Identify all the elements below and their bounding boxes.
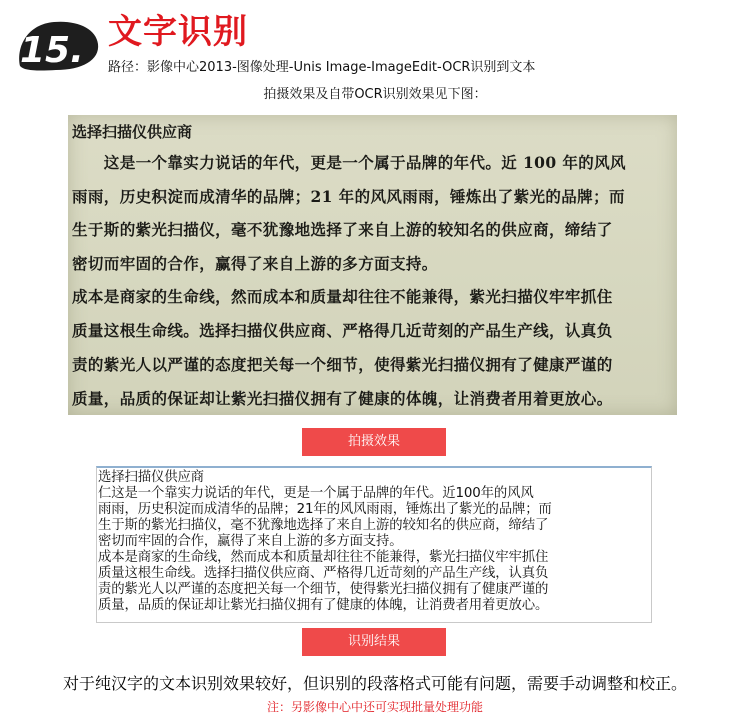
- photo-text-line: 成本是商家的生命线，然而成本和质量却往往不能兼得，紫光扫描仪牢牢抓住: [72, 287, 613, 306]
- step-number: 15.: [20, 30, 84, 71]
- section-title: 文字识别: [108, 12, 248, 52]
- step-badge-graphic: [10, 16, 102, 74]
- step-number-badge: [10, 16, 102, 74]
- photo-text-line: 责的紫光人以严谨的态度把关每一个细节，使得紫光扫描仪拥有了健康严谨的: [72, 355, 613, 374]
- photo-result-label: 拍摄效果: [302, 428, 446, 456]
- photo-text-line: 密切而牢固的合作，赢得了来自上游的多方面支持。: [72, 254, 438, 273]
- photo-heading: 选择扫描仪供应商: [72, 123, 193, 141]
- ocr-result-text: [96, 466, 652, 623]
- photo-text-line: 质量这根生命线。选择扫描仪供应商、严格得几近苛刻的产品生产线，认真负: [72, 321, 613, 340]
- ocr-text-line: 责的紫光人以严谨的态度把关每一个细节，使得紫光扫描仪拥有了健康严谨的: [98, 582, 549, 597]
- photo-text-line: 雨雨，历史积淀而成清华的品牌；21 年的风风雨雨，锤炼出了紫光的品牌；而: [72, 187, 625, 206]
- photo-text-line: 生于斯的紫光扫描仪，毫不犹豫地选择了来自上游的较知名的供应商，缔结了: [72, 220, 613, 239]
- conclusion-text: 对于纯汉字的文本识别效果较好，但识别的段落格式可能有问题，需要手动调整和校正。: [62, 674, 687, 693]
- ocr-text-line: 仁这是一个靠实力说话的年代，更是一个属于品牌的年代。近100年的风风: [98, 486, 534, 501]
- ocr-result-label: 识别结果: [302, 628, 446, 656]
- photo-text-line: 质量，品质的保证却让紫光扫描仪拥有了健康的体魄，让消费者用着更放心。: [72, 389, 613, 408]
- footnote: 注：另影像中心中还可实现批量处理功能: [266, 700, 483, 714]
- photo-text-line: 这是一个靠实力说话的年代，更是一个属于品牌的年代。近 100 年的风风: [72, 153, 626, 172]
- ocr-text-line: 质量这根生命线。选择扫描仪供应商、严格得几近苛刻的产品生产线，认真负: [98, 566, 549, 581]
- ocr-text-line: 选择扫描仪供应商: [98, 470, 204, 485]
- ocr-text-line: 密切而牢固的合作，赢得了来自上游的多方面支持。: [98, 534, 403, 549]
- ocr-text-line: 雨雨，历史积淀而成清华的品牌；21年的风风雨雨，锤炼出了紫光的品牌；而: [98, 502, 552, 517]
- ocr-text-line: 生于斯的紫光扫描仪，毫不犹豫地选择了来自上游的较知名的供应商，缔结了: [98, 518, 549, 533]
- intro-text: 拍摄效果及自带OCR识别效果见下图：: [263, 87, 487, 102]
- ocr-text-line: 质量，品质的保证却让紫光扫描仪拥有了健康的体魄，让消费者用着更放心。: [98, 598, 549, 613]
- menu-path: 路径：影像中心2013-图像处理-Unis Image-ImageEdit-OCR识别到文本: [108, 60, 536, 75]
- captured-photo: [68, 115, 677, 415]
- ocr-text-line: 成本是商家的生命线，然而成本和质量却往往不能兼得，紫光扫描仪牢牢抓住: [98, 550, 549, 565]
